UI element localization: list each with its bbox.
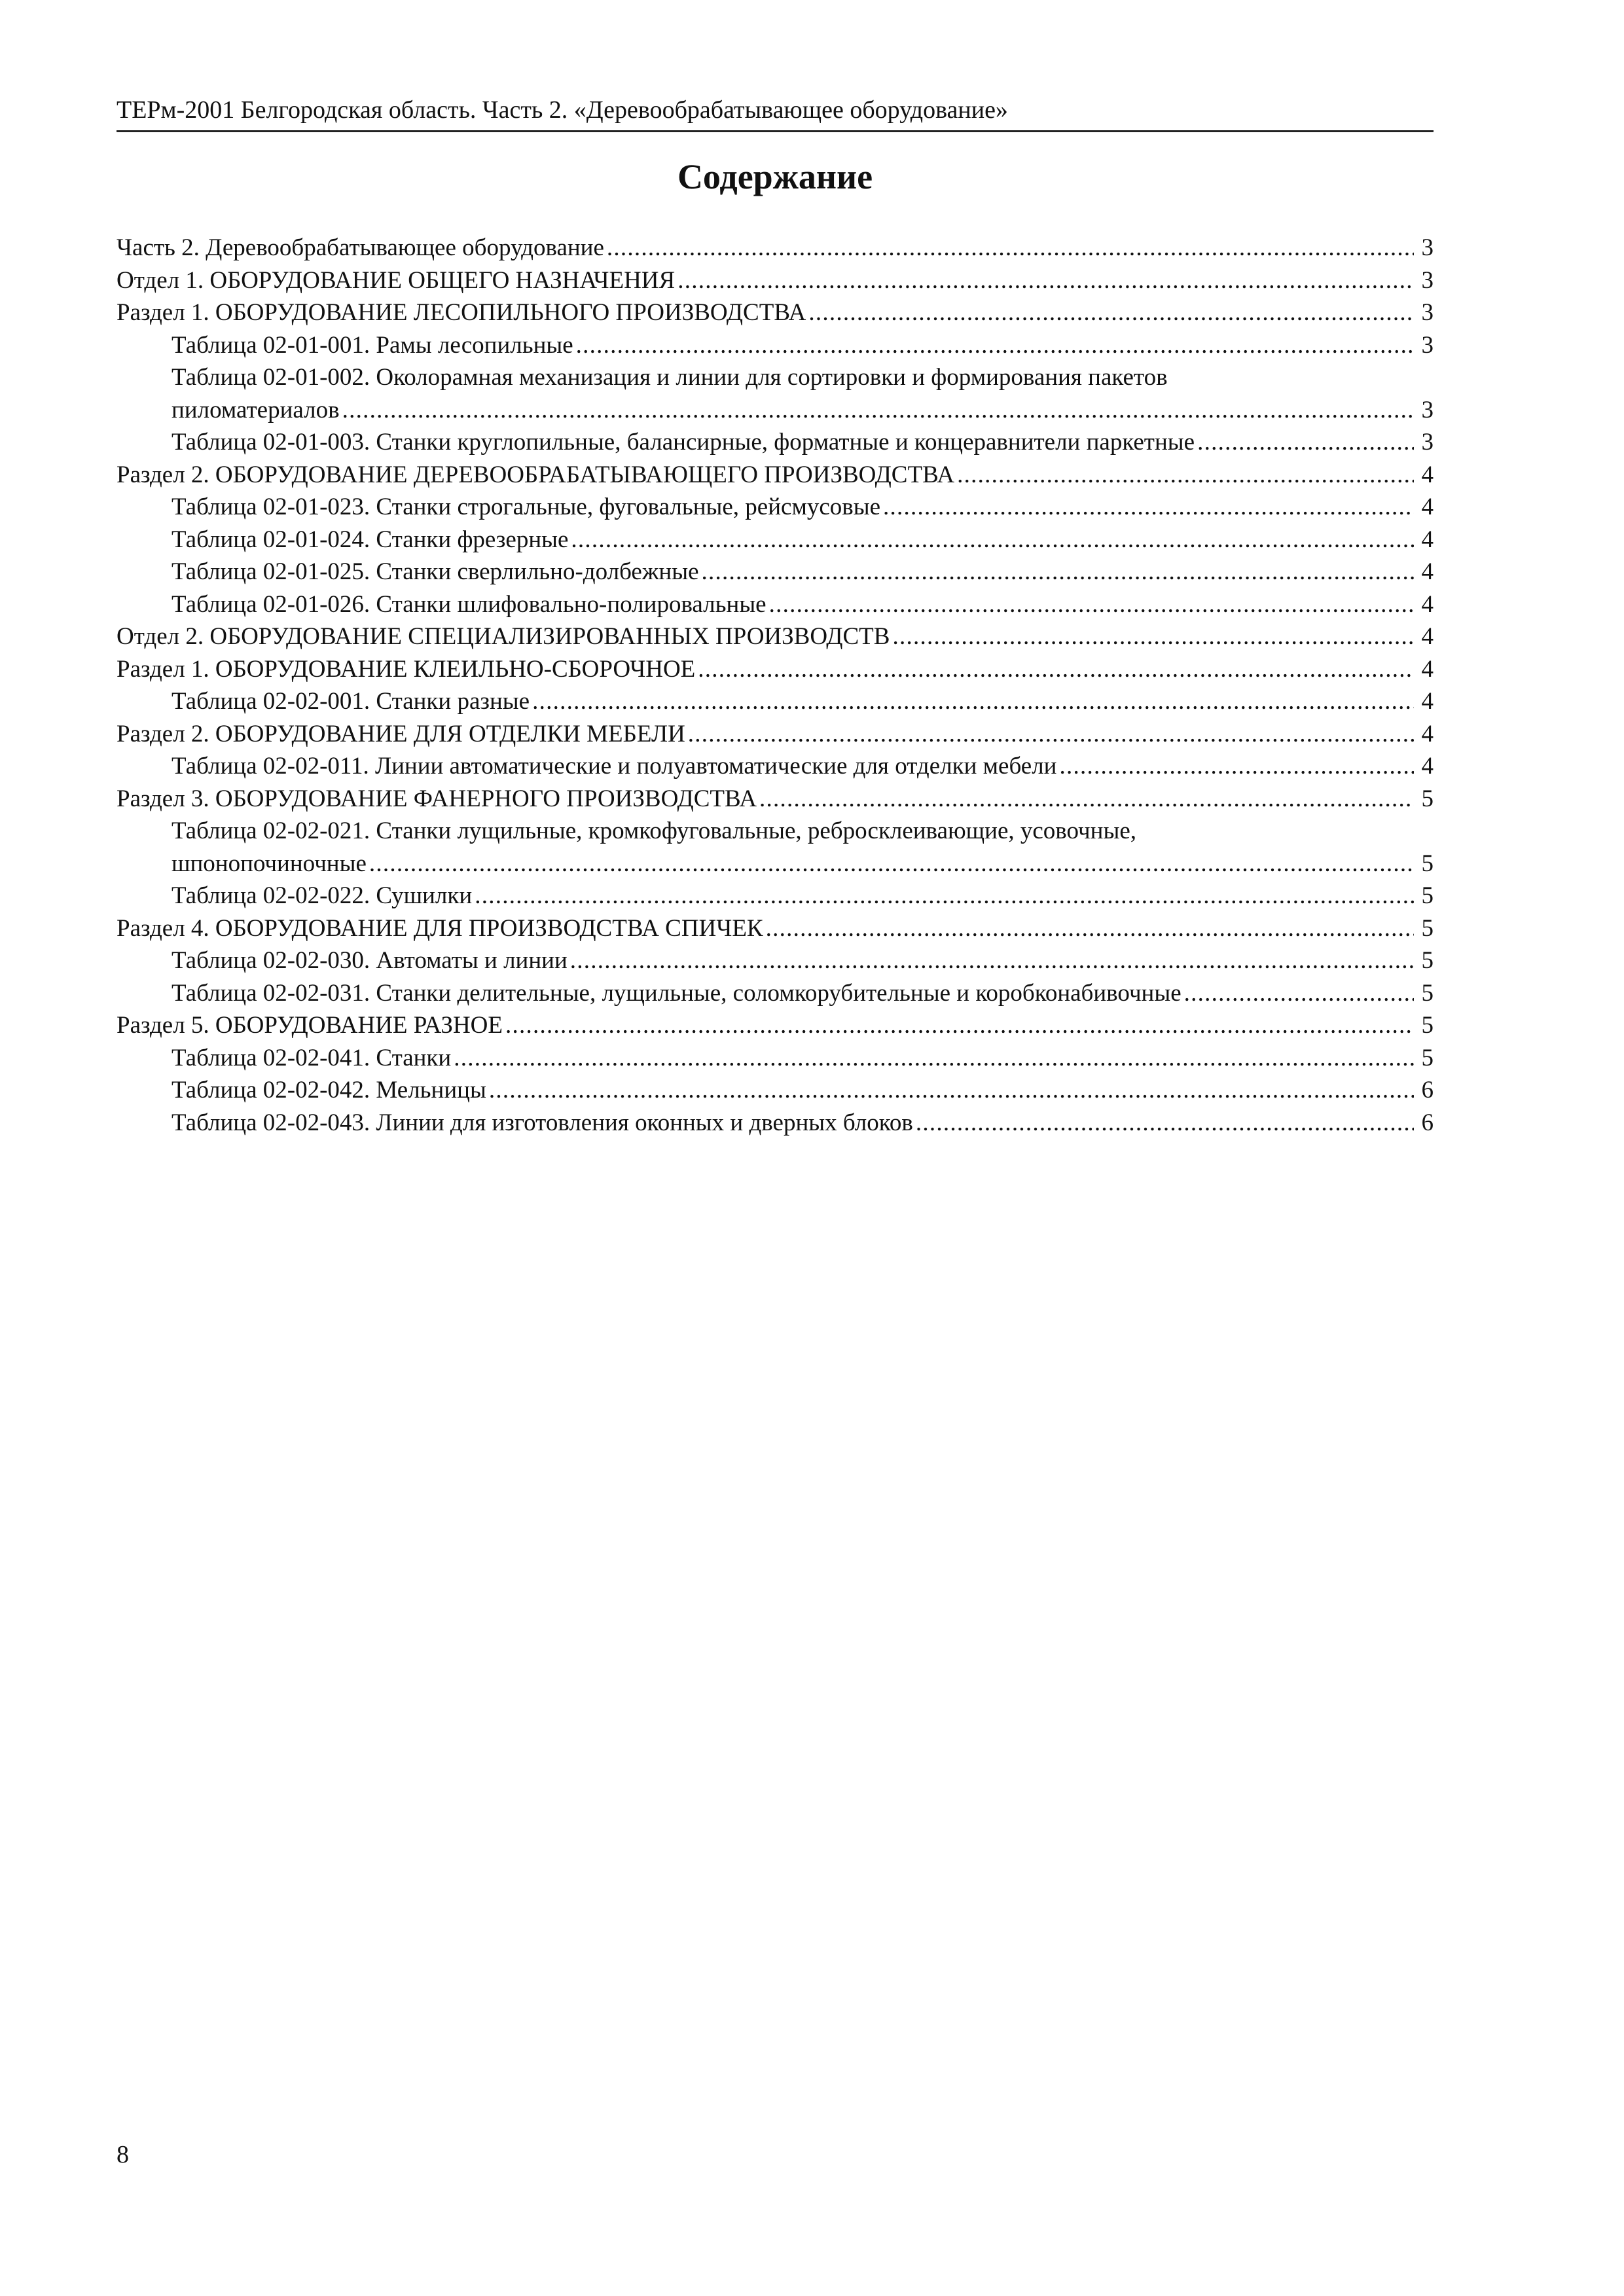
toc-table-entry[interactable] bbox=[117, 944, 1434, 977]
toc-entry-row bbox=[171, 1074, 1434, 1107]
toc-table-entry[interactable] bbox=[117, 750, 1434, 783]
toc-entry-row bbox=[171, 1107, 1434, 1139]
toc-entry-row bbox=[171, 394, 1434, 427]
toc-entry-row bbox=[171, 977, 1434, 1010]
toc-table-entry[interactable] bbox=[117, 1042, 1434, 1075]
toc-entry-label: шпонопочиночные bbox=[171, 850, 367, 877]
toc-entry-label: Раздел 2. ОБОРУДОВАНИЕ ДЛЯ ОТДЕЛКИ МЕБЕЛИ bbox=[117, 720, 685, 747]
toc-entry-label: Раздел 4. ОБОРУДОВАНИЕ ДЛЯ ПРОИЗВОДСТВА СПИЧЕК bbox=[117, 914, 763, 942]
toc-table-entry[interactable] bbox=[117, 426, 1434, 459]
toc-entry-page-number: 4 bbox=[1421, 655, 1434, 683]
toc-entry-label: Раздел 1. ОБОРУДОВАНИЕ КЛЕИЛЬНО-СБОРОЧНОЕ bbox=[117, 655, 696, 683]
toc-entry-page-number: 4 bbox=[1421, 688, 1434, 715]
dot-leader bbox=[677, 264, 1414, 297]
dot-leader bbox=[369, 848, 1414, 880]
toc-entry-row bbox=[117, 232, 1434, 264]
toc-entry-label: Таблица 02-02-011. Линии автоматические и полуавтоматические для отделки мебели bbox=[171, 753, 1057, 780]
toc-table-entry[interactable] bbox=[117, 361, 1434, 426]
toc-section-entry[interactable] bbox=[117, 264, 1434, 297]
running-title: ТЕРм-2001 Белгородская область. Часть 2. «Деревообрабатывающее оборудование» bbox=[117, 96, 1008, 124]
toc-entry-label: Часть 2. Деревообрабатывающее оборудование bbox=[117, 234, 604, 261]
toc-table-entry[interactable] bbox=[117, 977, 1434, 1010]
dot-leader bbox=[576, 329, 1414, 362]
toc-entry-page-number: 6 bbox=[1421, 1077, 1434, 1103]
dot-leader bbox=[808, 296, 1414, 329]
toc-entry-label: Раздел 1. ОБОРУДОВАНИЕ ЛЕСОПИЛЬНОГО ПРОИЗВОДСТВА bbox=[117, 299, 806, 326]
toc-entry-row bbox=[117, 718, 1434, 751]
dot-leader bbox=[570, 944, 1414, 977]
toc-entry-page-number: 5 bbox=[1421, 947, 1434, 974]
toc-entry-page-number: 4 bbox=[1421, 753, 1434, 780]
dot-leader bbox=[475, 880, 1414, 912]
toc-section-entry[interactable] bbox=[117, 620, 1434, 653]
toc-entry-page-number: 3 bbox=[1421, 429, 1434, 456]
toc-entry-page-number: 4 bbox=[1421, 493, 1434, 520]
toc-entry-row bbox=[171, 685, 1434, 718]
toc-table-entry[interactable] bbox=[117, 1074, 1434, 1107]
toc-entry-row bbox=[171, 750, 1434, 783]
toc-entry-page-number: 3 bbox=[1421, 396, 1434, 423]
toc-entry-label: Таблица 02-01-003. Станки круглопильные, балансирные, форматные и концеравнители паркетные bbox=[171, 429, 1195, 456]
toc-entry-label: Таблица 02-01-025. Станки сверлильно-долбежные bbox=[171, 558, 699, 585]
dot-leader bbox=[532, 685, 1414, 718]
toc-entry-label: Отдел 2. ОБОРУДОВАНИЕ СПЕЦИАЛИЗИРОВАННЫХ ПРОИЗВОДСТВ bbox=[117, 623, 890, 650]
toc-entry-row bbox=[171, 524, 1434, 556]
toc-entry-row bbox=[171, 1042, 1434, 1075]
toc-section-entry[interactable] bbox=[117, 1009, 1434, 1042]
toc-entry-page-number: 4 bbox=[1421, 720, 1434, 747]
toc-entry-label: Таблица 02-01-024. Станки фрезерные bbox=[171, 526, 569, 553]
page-number: 8 bbox=[117, 2141, 129, 2168]
toc-entry-label: Таблица 02-02-022. Сушилки bbox=[171, 882, 473, 909]
dot-leader bbox=[688, 718, 1414, 751]
toc-entry-label: Таблица 02-01-026. Станки шлифовально-полировальные bbox=[171, 590, 767, 618]
toc-entry-row bbox=[117, 783, 1434, 816]
toc-entry-label: Раздел 5. ОБОРУДОВАНИЕ РАЗНОЕ bbox=[117, 1012, 503, 1039]
toc-entry-row bbox=[171, 848, 1434, 880]
toc-entry-page-number: 3 bbox=[1421, 234, 1434, 261]
toc-entry-first-line: Таблица 02-01-002. Околорамная механизация и линии для сортировки и формирования пакетов bbox=[171, 364, 1168, 391]
toc-entry-label: Таблица 02-01-001. Рамы лесопильные bbox=[171, 331, 573, 359]
toc-entry-page-number: 5 bbox=[1421, 979, 1434, 1007]
toc-entry-page-number: 3 bbox=[1421, 299, 1434, 326]
toc-entry-page-number: 5 bbox=[1421, 1012, 1434, 1039]
toc-section-entry[interactable] bbox=[117, 653, 1434, 686]
toc-entry-page-number: 3 bbox=[1421, 266, 1434, 294]
dot-leader bbox=[607, 232, 1414, 264]
toc-section-entry[interactable] bbox=[117, 718, 1434, 751]
dot-leader bbox=[505, 1009, 1414, 1042]
toc-section-entry[interactable] bbox=[117, 783, 1434, 816]
toc-entry-row bbox=[171, 329, 1434, 362]
toc-entry-label: Отдел 1. ОБОРУДОВАНИЕ ОБЩЕГО НАЗНАЧЕНИЯ bbox=[117, 266, 676, 294]
toc-entry-page-number: 5 bbox=[1421, 914, 1434, 942]
dot-leader bbox=[892, 620, 1414, 653]
toc-entry-row bbox=[117, 912, 1434, 945]
toc-entry-page-number: 3 bbox=[1421, 331, 1434, 359]
toc-table-entry[interactable] bbox=[117, 685, 1434, 718]
page-title: Содержание bbox=[677, 157, 873, 196]
toc-entry-row bbox=[171, 880, 1434, 912]
dot-leader bbox=[698, 653, 1414, 686]
toc-table-entry[interactable] bbox=[117, 556, 1434, 588]
toc-entry-label: Раздел 2. ОБОРУДОВАНИЕ ДЕРЕВООБРАБАТЫВАЮЩЕГО ПРОИЗВОДСТВА bbox=[117, 461, 955, 488]
toc-section-entry[interactable] bbox=[117, 459, 1434, 492]
toc-entry-label: Таблица 02-02-031. Станки делительные, лущильные, соломкорубительные и коробконабивочные bbox=[171, 979, 1182, 1007]
toc-entry-page-number: 5 bbox=[1421, 785, 1434, 812]
toc-entry-page-number: 6 bbox=[1421, 1109, 1434, 1136]
toc-section-entry[interactable] bbox=[117, 232, 1434, 264]
dot-leader bbox=[1060, 750, 1415, 783]
toc-entry-label: Таблица 02-02-030. Автоматы и линии bbox=[171, 947, 568, 974]
dot-leader bbox=[489, 1074, 1414, 1107]
toc-entry-row bbox=[117, 653, 1434, 686]
dot-leader bbox=[769, 588, 1414, 621]
toc-entry-label: пиломатериалов bbox=[171, 396, 340, 423]
page-header bbox=[117, 92, 1434, 132]
toc-table-entry[interactable] bbox=[117, 491, 1434, 524]
dot-leader bbox=[1184, 977, 1414, 1010]
toc-table-entry[interactable] bbox=[117, 815, 1434, 880]
toc-table-entry[interactable] bbox=[117, 524, 1434, 556]
dot-leader bbox=[766, 912, 1414, 945]
toc-table-entry[interactable] bbox=[117, 329, 1434, 362]
toc-entry-row bbox=[171, 588, 1434, 621]
toc-entry-first-line: Таблица 02-02-021. Станки лущильные, кромкофуговальные, ребросклеивающие, усовочные, bbox=[171, 817, 1137, 844]
toc-entry-page-number: 5 bbox=[1421, 1044, 1434, 1071]
toc-table-entry[interactable] bbox=[117, 1107, 1434, 1139]
dot-leader bbox=[702, 556, 1415, 588]
dot-leader bbox=[759, 783, 1414, 816]
toc-entry-row bbox=[117, 264, 1434, 297]
toc-section-entry[interactable] bbox=[117, 912, 1434, 945]
toc-entry-page-number: 4 bbox=[1421, 590, 1434, 618]
toc-entry-page-number: 4 bbox=[1421, 623, 1434, 650]
toc-entry-row bbox=[171, 556, 1434, 588]
table-of-contents bbox=[117, 232, 1434, 1139]
toc-entry-page-number: 5 bbox=[1421, 882, 1434, 909]
toc-entry-row bbox=[171, 426, 1434, 459]
toc-entry-row bbox=[117, 459, 1434, 492]
toc-table-entry[interactable] bbox=[117, 880, 1434, 912]
toc-entry-page-number: 4 bbox=[1421, 461, 1434, 488]
toc-entry-row bbox=[117, 296, 1434, 329]
dot-leader bbox=[342, 394, 1414, 427]
toc-table-entry[interactable] bbox=[117, 588, 1434, 621]
toc-entry-label: Таблица 02-02-041. Станки bbox=[171, 1044, 452, 1071]
toc-entry-row bbox=[117, 620, 1434, 653]
dot-leader bbox=[454, 1042, 1414, 1075]
dot-leader bbox=[571, 524, 1414, 556]
toc-entry-page-number: 4 bbox=[1421, 558, 1434, 585]
toc-entry-label: Таблица 02-01-023. Станки строгальные, фуговальные, рейсмусовые bbox=[171, 493, 881, 520]
toc-entry-page-number: 4 bbox=[1421, 526, 1434, 553]
toc-entry-row bbox=[117, 1009, 1434, 1042]
toc-entry-row bbox=[171, 944, 1434, 977]
toc-entry-page-number: 5 bbox=[1421, 850, 1434, 877]
toc-entry-label: Таблица 02-02-001. Станки разные bbox=[171, 688, 530, 715]
toc-entry-row bbox=[171, 491, 1434, 524]
toc-entry-label: Таблица 02-02-043. Линии для изготовления оконных и дверных блоков bbox=[171, 1109, 913, 1136]
dot-leader bbox=[883, 491, 1414, 524]
dot-leader bbox=[1197, 426, 1414, 459]
toc-section-entry[interactable] bbox=[117, 296, 1434, 329]
toc-entry-label: Раздел 3. ОБОРУДОВАНИЕ ФАНЕРНОГО ПРОИЗВОДСТВА bbox=[117, 785, 757, 812]
dot-leader bbox=[957, 459, 1414, 492]
toc-entry-label: Таблица 02-02-042. Мельницы bbox=[171, 1077, 486, 1103]
dot-leader bbox=[916, 1107, 1414, 1139]
